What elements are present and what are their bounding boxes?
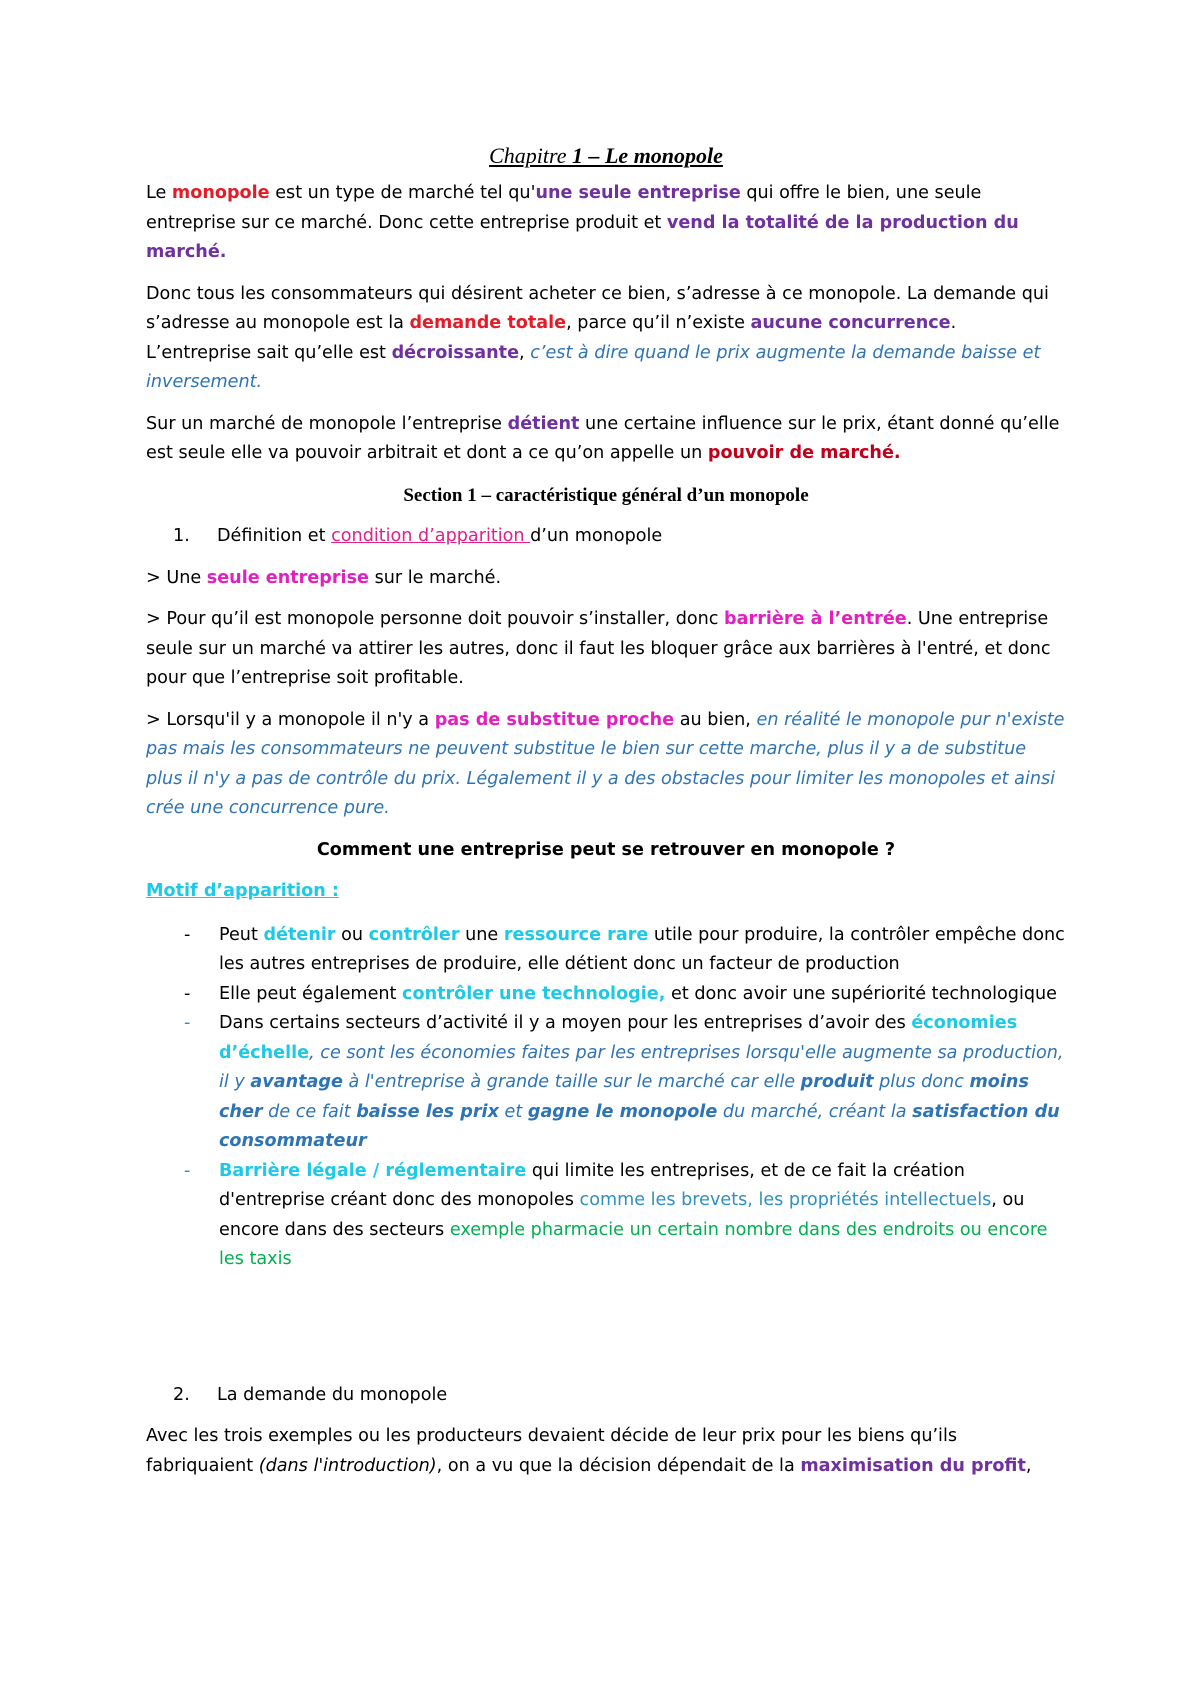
bullet-entry-barrier: > Pour qu’il est monopole personne doit pouvoir s’installer, donc barrière à l’entrée. Une entreprise seule sur un marché va attirer les autres, donc il faut les bloquer grâce aux barrières à l'entré, et donc pour que l’entreprise soit profitable. bbox=[146, 609, 1051, 688]
document-page bbox=[146, 142, 1066, 1493]
list-item: - Dans certains secteurs d’activité il y a moyen pour les entreprises d’avoir des économies d’échelle, ce sont les économies faites par les entreprises lorsqu'elle augmente sa production, il y avantage à l'entreprise à grande taille sur le marché car elle produit plus donc moins cher de ce fait baisse les prix et gagne le monopole du marché, créant la satisfaction du consommateur bbox=[184, 1013, 1064, 1151]
motif-list bbox=[146, 921, 1066, 1275]
spacer bbox=[146, 1287, 1066, 1381]
question-heading: Comment une entreprise peut se retrouver en monopole ? bbox=[316, 839, 896, 860]
paragraph-demand: Donc tous les consommateurs qui désirent acheter ce bien, s’adresse à ce monopole. La demande qui s’adresse au monopole est la demande totale, parce qu’il n’existe aucune concurrence. L’entreprise sait qu’elle est décroissante, c’est à dire quand le prix augmente la demande baisse et inversement. bbox=[146, 283, 1049, 392]
chapter-title: Chapitre 1 – Le monopole bbox=[489, 143, 723, 168]
motif-heading: Motif d’apparition : bbox=[146, 881, 339, 901]
list-item: - Elle peut également contrôler une technologie, et donc avoir une supériorité technologique bbox=[184, 983, 1057, 1004]
section-heading: Section 1 – caractéristique général d’un monopole bbox=[403, 484, 809, 506]
numbered-item-2: 2. La demande du monopole bbox=[173, 1384, 448, 1405]
list-item: - Peut détenir ou contrôler une ressource rare utile pour produire, la contrôler empêche donc les autres entreprises de produire, elle détient donc un facteur de production bbox=[184, 924, 1065, 974]
bullet-single-firm: > Une seule entreprise sur le marché. bbox=[146, 567, 502, 588]
numbered-item-1: 1. Définition et condition d’apparition d’un monopole bbox=[173, 526, 663, 546]
bullet-no-substitute: > Lorsqu'il y a monopole il n'y a pas de substitue proche au bien, en réalité le monopole pur n'existe pas mais les consommateurs ne peuvent substitue le bien sur cette marche, plus il y a de substitue plus il n'y a pas de contrôle du prix. Légalement il y a des obstacles pour limiter les monopoles et ainsi crée une concurrence pure. bbox=[146, 709, 1065, 818]
paragraph-profit: Avec les trois exemples ou les producteurs devaient décide de leur prix pour les biens qu’ils fabriquaient (dans l'introduction), on a vu que la décision dépendait de la maximisation du profit, bbox=[146, 1426, 1032, 1476]
paragraph-definition: Le monopole est un type de marché tel qu'une seule entreprise qui offre le bien, une seule entreprise sur ce marché. Donc cette entreprise produit et vend la totalité de la production du marché. bbox=[146, 183, 1019, 262]
paragraph-market-power: Sur un marché de monopole l’entreprise détient une certaine influence sur le prix, étant donné qu’elle est seule elle va pouvoir arbitrait et dont a ce qu’on appelle un pouvoir de marché. bbox=[146, 413, 1060, 463]
list-item: - Barrière légale / réglementaire qui limite les entreprises, et de ce fait la création d'entreprise créant donc des monopoles comme les brevets, les propriétés intellectuels, ou encore dans des secteurs exemple pharmacie un certain nombre dans des endroits ou encore les taxis bbox=[184, 1160, 1048, 1269]
